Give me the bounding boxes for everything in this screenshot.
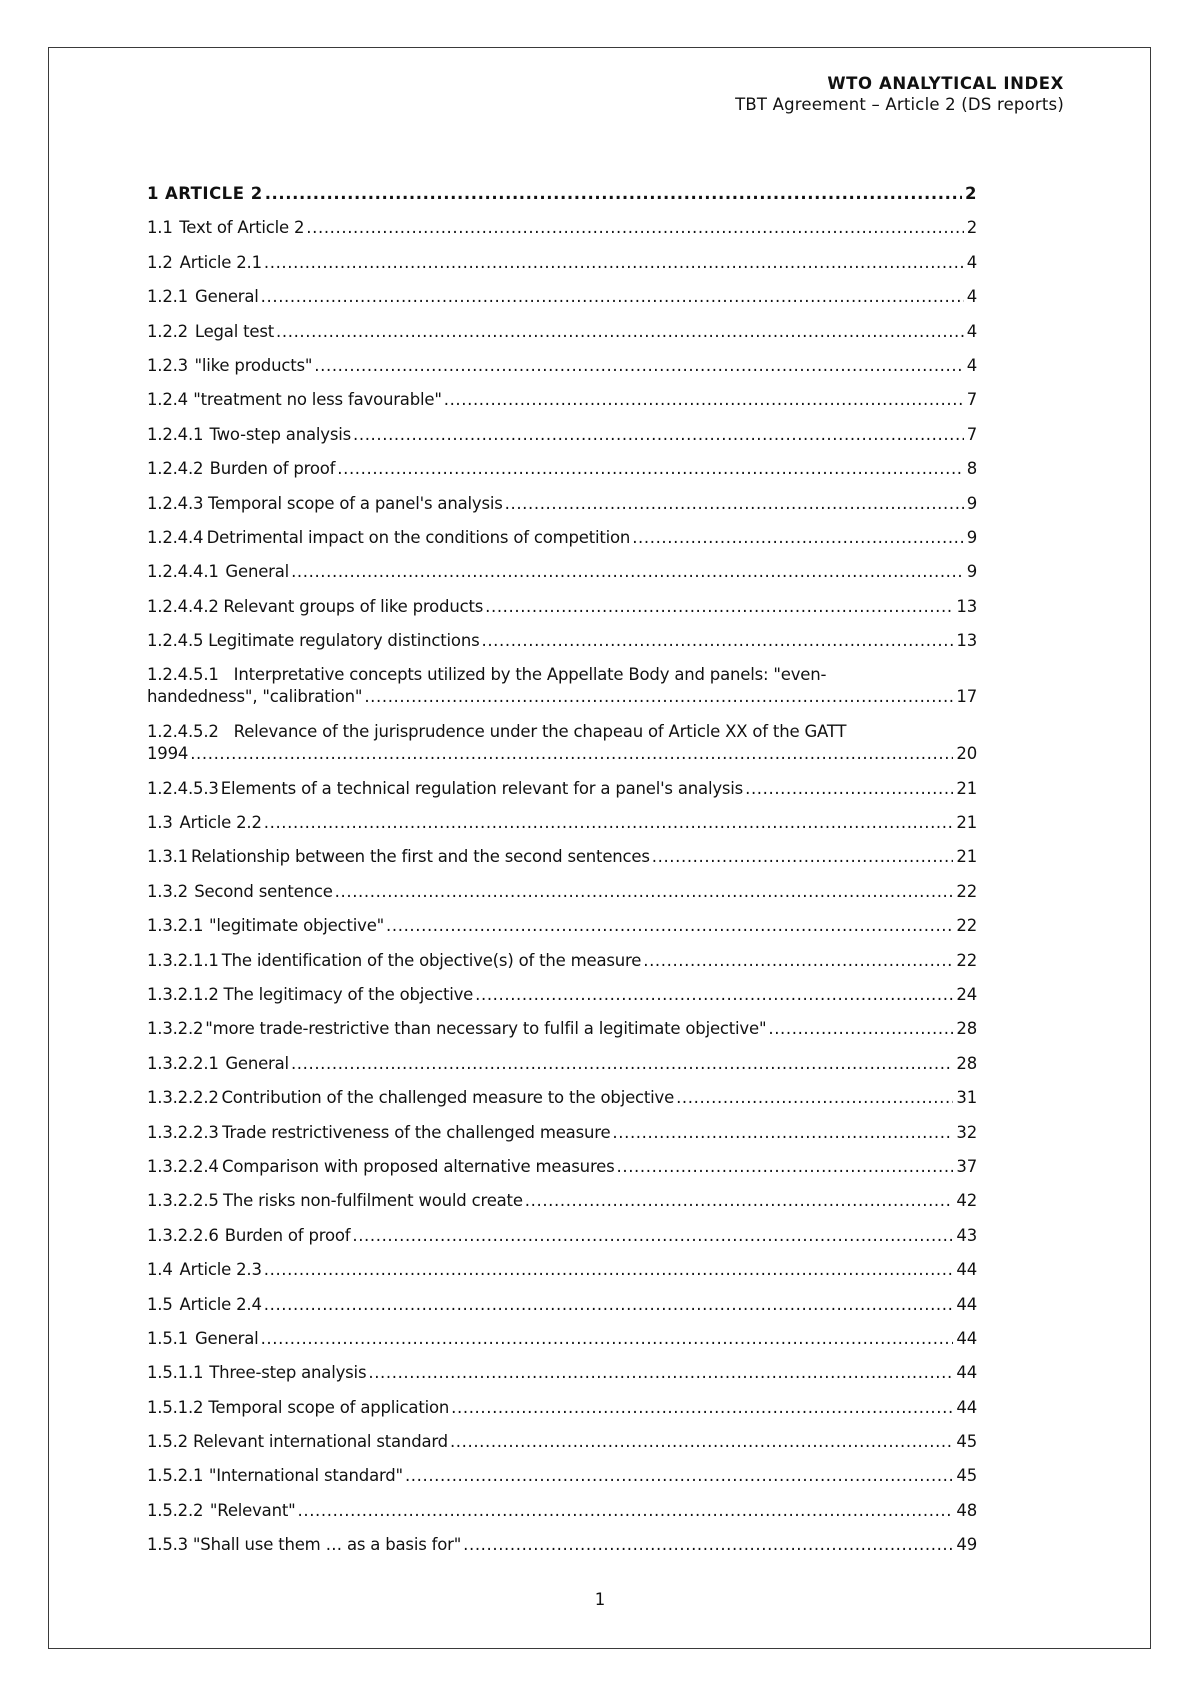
- toc-entry-page-number: 9: [966, 562, 977, 582]
- toc-entry[interactable]: [147, 1122, 977, 1156]
- toc-dot-leader: [505, 493, 964, 515]
- toc-dot-leader: [352, 1225, 953, 1247]
- toc-entry-number: 1.2.4.5.2: [147, 722, 219, 742]
- toc-entry-line: [147, 1397, 977, 1419]
- toc-entry-page-number: 37: [956, 1156, 977, 1176]
- toc-entry-line: [147, 1053, 977, 1075]
- toc-entry-number: 1.5.1.2: [147, 1397, 204, 1417]
- toc-entry-page-number: 31: [956, 1088, 977, 1108]
- toc-entry-title: Elements of a technical regulation relevant for a panel's analysis: [220, 778, 744, 798]
- toc-dot-leader: [405, 1465, 953, 1487]
- toc-entry-title: "more trade-restrictive than necessary to fulfil a legitimate objective": [205, 1019, 767, 1039]
- toc-dot-leader: [265, 183, 962, 205]
- toc-entry[interactable]: [147, 1500, 977, 1534]
- toc-entry-title: Relevance of the jurisprudence under the chapeau of Article XX of the GATT: [233, 722, 847, 742]
- toc-entry-title: Temporal scope of a panel's analysis: [207, 493, 503, 513]
- toc-dot-leader: [264, 1259, 954, 1281]
- toc-entry-title: Burden of proof: [209, 459, 336, 479]
- toc-entry[interactable]: [147, 812, 977, 846]
- toc-entry-first-line: [147, 721, 977, 743]
- toc-entry-title: Legal test: [194, 321, 275, 341]
- toc-entry-number: 1.2.3: [147, 355, 188, 375]
- toc-entry-page-number: 17: [956, 687, 977, 707]
- toc-entry-line: [147, 1190, 977, 1212]
- toc-entry-number: 1.2.4.4.2: [147, 596, 219, 616]
- toc-entry-line: [147, 846, 977, 868]
- toc-entry-page-number: 9: [966, 527, 977, 547]
- toc-entry-page-number: 28: [956, 1019, 977, 1039]
- toc-entry[interactable]: [147, 984, 977, 1018]
- toc-entry-page-number: 20: [956, 744, 977, 764]
- toc-entry[interactable]: [147, 846, 977, 880]
- toc-entry-number: 1.2.4.5.3: [147, 778, 219, 798]
- toc-dot-leader: [291, 561, 964, 583]
- toc-entry-number: 1.2.4.4.1: [147, 562, 219, 582]
- toc-entry-title: Interpretative concepts utilized by the Appellate Body and panels: "even-: [233, 665, 827, 685]
- toc-dot-leader: [745, 778, 953, 800]
- toc-entry[interactable]: [147, 1190, 977, 1224]
- toc-dot-leader: [463, 1534, 953, 1556]
- toc-entry-page-number: 28: [956, 1053, 977, 1073]
- toc-entry-title: "International standard": [208, 1466, 403, 1486]
- toc-entry[interactable]: [147, 1294, 977, 1328]
- toc-entry-number: 1.3.2.2.3: [147, 1122, 219, 1142]
- toc-entry-title: Text of Article 2: [179, 218, 305, 238]
- toc-entry[interactable]: [147, 424, 977, 458]
- toc-dot-leader: [485, 596, 953, 618]
- toc-entry[interactable]: [147, 493, 977, 527]
- toc-entry-line: [147, 1328, 977, 1350]
- toc-entry-line: [147, 321, 977, 343]
- toc-dot-leader: [652, 846, 954, 868]
- toc-entry[interactable]: [147, 286, 977, 320]
- toc-entry-line: [147, 389, 977, 411]
- toc-entry[interactable]: [147, 1465, 977, 1499]
- toc-entry-line: [147, 950, 977, 972]
- toc-entry-number: 1.5.2: [147, 1432, 188, 1452]
- toc-entry-number: 1.5: [147, 1294, 173, 1314]
- toc-entry[interactable]: [147, 1259, 977, 1293]
- toc-entry-title: Legitimate regulatory distinctions: [208, 631, 480, 651]
- toc-entry-number: 1.2.2: [147, 321, 188, 341]
- toc-entry-page-number: 44: [956, 1328, 977, 1348]
- toc-entry-line: [147, 1156, 977, 1178]
- toc-entry-title: Second sentence: [194, 881, 333, 901]
- toc-entry-number: 1.3.2.1.2: [147, 985, 219, 1004]
- toc-dot-leader: [475, 984, 953, 1006]
- toc-entry-line: [147, 355, 977, 377]
- toc-entry[interactable]: [147, 778, 977, 812]
- toc-dot-leader: [190, 743, 953, 765]
- toc-entry[interactable]: [147, 1156, 977, 1190]
- toc-entry-page-number: 48: [956, 1500, 977, 1520]
- toc-entry[interactable]: [147, 1018, 977, 1052]
- toc-entry-page-number: 4: [966, 287, 977, 307]
- toc-entry-line: [147, 183, 977, 205]
- toc-entry-number: 1.3.2: [147, 881, 188, 901]
- toc-entry-number: 1: [147, 184, 159, 203]
- toc-entry-page-number: 44: [956, 1294, 977, 1314]
- toc-entry-page-number: 32: [956, 1122, 977, 1142]
- toc-entry-title: The identification of the objective(s) of the measure: [221, 950, 642, 970]
- toc-entry-number: 1.2.4.4: [147, 527, 204, 547]
- toc-dot-leader: [298, 1500, 954, 1522]
- toc-entry-title: "Relevant": [209, 1500, 296, 1520]
- toc-entry-line: [147, 1087, 977, 1109]
- toc-entry-title: "Shall use them … as a basis for": [192, 1535, 462, 1555]
- toc-dot-leader: [525, 1190, 954, 1212]
- toc-entry[interactable]: [147, 1328, 977, 1362]
- toc-entry[interactable]: [147, 1087, 977, 1121]
- toc-entry[interactable]: [147, 217, 977, 251]
- toc-dot-leader: [632, 527, 963, 549]
- toc-entry-line: [147, 630, 977, 652]
- toc-entry-page-number: 2: [966, 218, 977, 238]
- toc-entry-title: Relevant groups of like products: [223, 596, 484, 616]
- toc-entry-line: [147, 915, 977, 937]
- toc-dot-leader: [337, 458, 963, 480]
- toc-entry-page-number: 43: [956, 1225, 977, 1245]
- toc-entry[interactable]: [147, 183, 977, 217]
- toc-entry-second-line: [147, 686, 977, 708]
- toc-entry[interactable]: [147, 950, 977, 984]
- toc-entry-line: [147, 252, 977, 274]
- toc-entry-page-number: 4: [966, 355, 977, 375]
- toc-entry-number: 1.5.1.1: [147, 1363, 204, 1383]
- toc-entry-page-number: 44: [956, 1260, 977, 1280]
- toc-dot-leader: [444, 389, 964, 411]
- toc-entry-title: General: [225, 1053, 289, 1073]
- toc-entry-number: 1.3.2.2.2: [147, 1088, 219, 1108]
- toc-entry-line: [147, 1294, 977, 1316]
- toc-entry-title: Relevant international standard: [193, 1432, 448, 1452]
- toc-entry[interactable]: [147, 1362, 977, 1396]
- toc-entry-number: 1.3.2.1: [147, 916, 204, 936]
- toc-entry[interactable]: [147, 458, 977, 492]
- toc-dot-leader: [643, 950, 953, 972]
- toc-entry[interactable]: [147, 389, 977, 423]
- toc-dot-leader: [364, 686, 953, 708]
- toc-entry-line: [147, 1465, 977, 1487]
- toc-dot-leader: [450, 1431, 953, 1453]
- toc-dot-leader: [768, 1018, 953, 1040]
- toc-entry-number: 1.5.1: [147, 1328, 188, 1348]
- toc-entry-title: "like products": [194, 355, 313, 375]
- toc-entry-number: 1.3.2.2.6: [147, 1225, 219, 1245]
- toc-entry-page-number: 13: [956, 631, 977, 651]
- toc-entry-line: [147, 561, 977, 583]
- toc-entry-number: 1.5.3: [147, 1535, 188, 1555]
- toc-entry-number: 1.5.2.1: [147, 1466, 204, 1486]
- toc-entry-number: 1.3.2.2.5: [147, 1191, 219, 1211]
- toc-entry-line: [147, 881, 977, 903]
- toc-dot-leader: [314, 355, 963, 377]
- toc-dot-leader: [291, 1053, 953, 1075]
- toc-entry-number: 1.3.2.2: [147, 1019, 204, 1039]
- toc-entry[interactable]: [147, 1534, 977, 1568]
- toc-entry-title-continuation: handedness", "calibration": [147, 687, 363, 707]
- toc-entry-page-number: 9: [966, 493, 977, 513]
- toc-entry[interactable]: [147, 596, 977, 630]
- header-subtitle: TBT Agreement – Article 2 (DS reports): [735, 95, 1064, 114]
- toc-entry-title: Relationship between the first and the second sentences: [191, 847, 650, 867]
- toc-entry-line: [147, 984, 977, 1006]
- toc-entry[interactable]: [147, 881, 977, 915]
- toc-dot-leader: [617, 1156, 954, 1178]
- toc-entry-number: 1.3: [147, 813, 173, 833]
- toc-entry-number: 1.2.4.1: [147, 424, 204, 444]
- toc-entry-page-number: 45: [956, 1432, 977, 1452]
- toc-dot-leader: [368, 1362, 953, 1384]
- toc-entry-line: [147, 1225, 977, 1247]
- toc-entry-line: [147, 1018, 977, 1040]
- toc-dot-leader: [276, 321, 964, 343]
- toc-entry-title: Two-step analysis: [209, 424, 351, 444]
- toc-entry-title: "legitimate objective": [209, 916, 385, 936]
- toc-entry-page-number: 42: [956, 1191, 977, 1211]
- toc-entry-line: [147, 1362, 977, 1384]
- toc-entry-number: 1.2.1: [147, 287, 188, 307]
- toc-entry[interactable]: [147, 1225, 977, 1259]
- toc-entry-line: [147, 527, 977, 549]
- toc-dot-leader: [335, 881, 954, 903]
- toc-entry-page-number: 7: [966, 390, 977, 410]
- toc-entry-title: ARTICLE 2: [164, 184, 263, 203]
- toc-dot-leader: [264, 812, 954, 834]
- running-header: [735, 73, 1064, 115]
- toc-entry-title: Comparison with proposed alternative measures: [222, 1156, 615, 1176]
- toc-entry[interactable]: [147, 1053, 977, 1087]
- toc-entry-title-continuation: 1994: [147, 744, 189, 764]
- toc-entry-page-number: 4: [966, 321, 977, 341]
- toc-entry-title: "treatment no less favourable": [193, 390, 442, 410]
- toc-entry-number: 1.3.2.1.1: [147, 950, 219, 970]
- toc-entry-page-number: 8: [966, 459, 977, 479]
- toc-entry-number: 1.3.1: [147, 847, 188, 867]
- toc-entry-page-number: 21: [956, 778, 977, 798]
- toc-entry-title: Trade restrictiveness of the challenged measure: [222, 1122, 611, 1142]
- toc-entry-line: [147, 493, 977, 515]
- toc-entry[interactable]: [147, 630, 977, 664]
- toc-dot-leader: [261, 286, 964, 308]
- toc-entry-page-number: 44: [956, 1397, 977, 1417]
- toc-entry[interactable]: [147, 1397, 977, 1431]
- toc-entry-page-number: 4: [966, 252, 977, 272]
- toc-dot-leader: [386, 915, 953, 937]
- toc-entry-title: The legitimacy of the objective: [223, 985, 474, 1004]
- toc-entry[interactable]: [147, 321, 977, 355]
- toc-entry-title: The risks non-fulfilment would create: [222, 1191, 523, 1211]
- toc-dot-leader: [264, 1294, 954, 1316]
- toc-entry-page-number: 22: [956, 916, 977, 936]
- toc-entry-number: 1.1: [147, 218, 173, 238]
- toc-entry-title: Contribution of the challenged measure to the objective: [221, 1088, 675, 1108]
- toc-entry-page-number: 21: [956, 813, 977, 833]
- toc-entry-line: [147, 458, 977, 480]
- toc-entry-line: [147, 286, 977, 308]
- toc-entry-title: General: [195, 287, 259, 307]
- toc-entry-title: General: [225, 562, 290, 582]
- toc-entry-number: 1.4: [147, 1260, 173, 1280]
- toc-dot-leader: [353, 424, 964, 446]
- toc-entry-title: General: [194, 1328, 259, 1348]
- toc-entry-title: Article 2.2: [179, 813, 262, 833]
- toc-dot-leader: [261, 1328, 954, 1350]
- toc-entry[interactable]: [147, 252, 977, 286]
- toc-entry-number: 1.2.4.2: [147, 459, 204, 479]
- toc-entry-title: Three-step analysis: [209, 1363, 367, 1383]
- toc-entry-number: 1.2.4.3: [147, 493, 204, 513]
- toc-entry-page-number: 22: [956, 950, 977, 970]
- toc-entry-page-number: 7: [966, 424, 977, 444]
- toc-entry-page-number: 22: [956, 881, 977, 901]
- toc-entry-page-number: 44: [956, 1363, 977, 1383]
- toc-entry-number: 1.5.2.2: [147, 1500, 204, 1520]
- toc-entry-title: Temporal scope of application: [208, 1397, 450, 1417]
- header-title: WTO ANALYTICAL INDEX: [827, 74, 1064, 93]
- toc-entry-line: [147, 778, 977, 800]
- toc-entry-page-number: 49: [956, 1535, 977, 1555]
- toc-entry[interactable]: [147, 527, 977, 561]
- toc-dot-leader: [306, 217, 963, 239]
- toc-entry-number: 1.3.2.2.4: [147, 1156, 219, 1176]
- toc-entry-line: [147, 1534, 977, 1556]
- toc-entry-second-line: [147, 743, 977, 765]
- toc-entry-number: 1.2.4: [147, 390, 188, 410]
- page-number: 1: [594, 1590, 606, 1609]
- toc-entry-line: [147, 596, 977, 618]
- toc-entry-line: [147, 424, 977, 446]
- toc-dot-leader: [264, 252, 964, 274]
- toc-entry[interactable]: [147, 664, 977, 721]
- toc-entry-line: [147, 812, 977, 834]
- toc-entry-line: [147, 1259, 977, 1281]
- toc-entry-page-number: 13: [956, 596, 977, 616]
- toc-entry-line: [147, 217, 977, 239]
- toc-entry-number: 1.2.4.5: [147, 631, 204, 651]
- toc-dot-leader: [612, 1122, 953, 1144]
- toc-entry-page-number: 24: [956, 985, 977, 1004]
- toc-entry[interactable]: [147, 721, 977, 778]
- toc-entry-number: 1.3.2.2.1: [147, 1053, 219, 1073]
- toc-entry-page-number: 45: [956, 1466, 977, 1486]
- toc-entry-line: [147, 1431, 977, 1453]
- toc-entry-page-number: 21: [956, 847, 977, 867]
- toc-entry-title: Detrimental impact on the conditions of competition: [206, 527, 631, 547]
- toc-dot-leader: [481, 630, 953, 652]
- toc-entry-page-number: 2: [965, 184, 977, 203]
- toc-entry[interactable]: [147, 561, 977, 595]
- toc-entry-number: 1.2.4.5.1: [147, 665, 219, 685]
- toc-entry-title: Burden of proof: [224, 1225, 351, 1245]
- toc-entry-first-line: [147, 664, 977, 686]
- toc-entry-line: [147, 1500, 977, 1522]
- toc-entry-line: [147, 1122, 977, 1144]
- toc-dot-leader: [676, 1087, 953, 1109]
- toc-entry-title: Article 2.3: [179, 1260, 262, 1280]
- toc-dot-leader: [451, 1397, 953, 1419]
- toc-entry-number: 1.2: [147, 252, 173, 272]
- toc-entry[interactable]: [147, 1431, 977, 1465]
- toc-entry-title: Article 2.4: [179, 1294, 262, 1314]
- table-of-contents: [147, 183, 977, 1569]
- toc-entry[interactable]: [147, 915, 977, 949]
- toc-entry[interactable]: [147, 355, 977, 389]
- toc-entry-title: Article 2.1: [179, 252, 262, 272]
